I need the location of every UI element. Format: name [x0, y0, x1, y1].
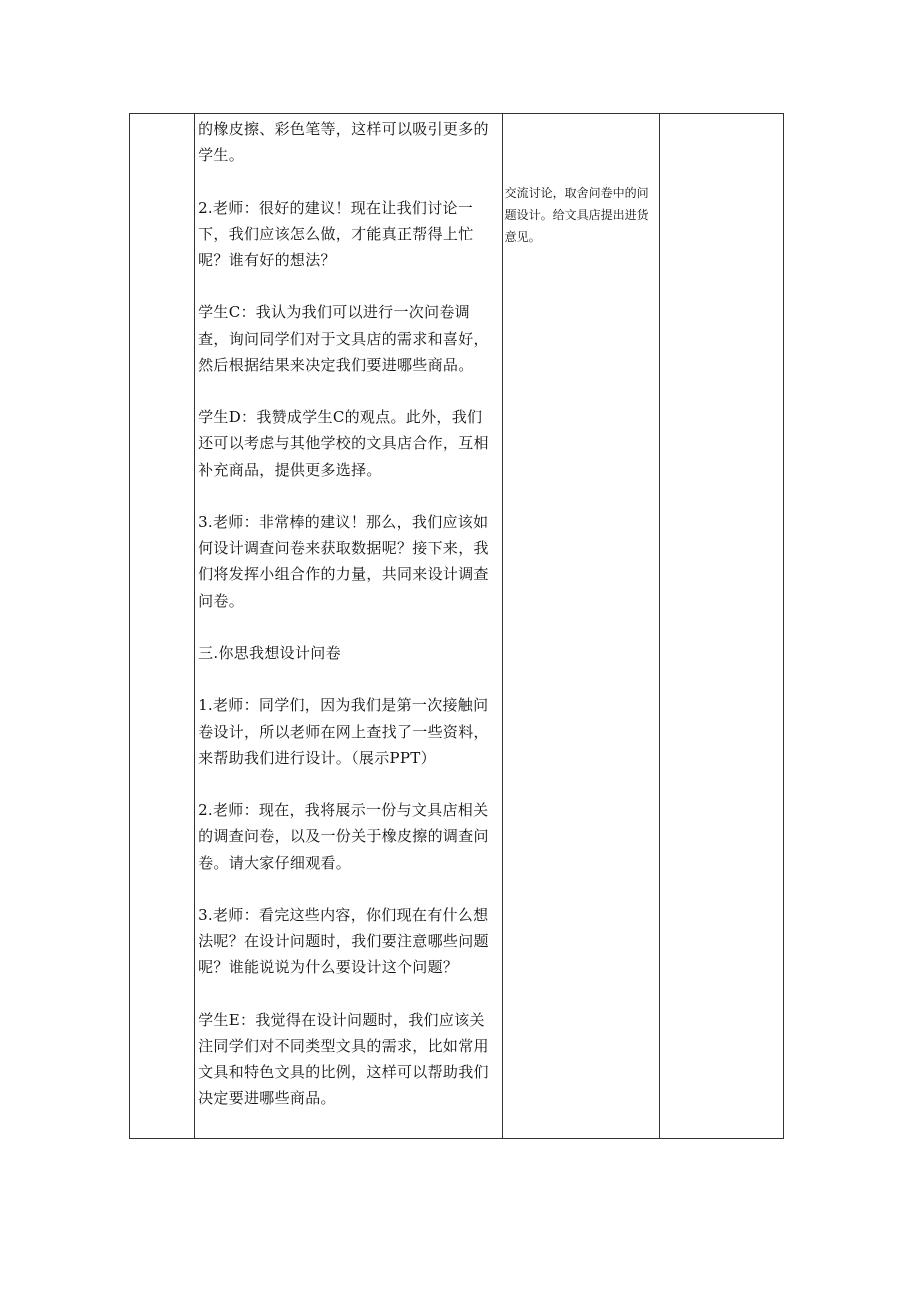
dialogue-paragraph: 的橡皮擦、彩色笔等，这样可以吸引更多的学生。: [198, 120, 489, 165]
student-activity-cell: [502, 114, 659, 1139]
section-heading: 三.你思我想设计问卷: [198, 643, 341, 662]
dialogue-paragraph: 3.老师：看完这些内容，你们现在有什么想法呢？在设计问题时，我们要注意哪些问题呢？谁能说说为什么要设计这个问题？: [198, 905, 489, 977]
stage-cell: [130, 114, 195, 1139]
dialogue-paragraph: 学生C：我认为我们可以进行一次问卷调查，询问同学们对于文具店的需求和喜好，然后根据结果来决定我们要进哪些商品。: [198, 303, 489, 374]
dialogue-paragraph: 3.老师：非常棒的建议！那么，我们应该如何设计调查问卷来获取数据呢？接下来，我们将发挥小组合作的力量，共同来设计调查问卷。: [198, 512, 489, 610]
design-intent-cell: [659, 114, 783, 1139]
teacher-student-dialogue-cell: [195, 114, 502, 1139]
dialogue-paragraph: 学生D：我赞成学生C的观点。此外，我们还可以考虑与其他学校的文具店合作，互相补充商品，提供更多选择。: [198, 408, 489, 479]
lesson-plan-table: [129, 113, 784, 1139]
dialogue-paragraph: 1.老师：同学们，因为我们是第一次接触问卷设计，所以老师在网上查找了一些资料，来帮助我们进行设计。（展示PPT）: [198, 696, 489, 767]
dialogue-paragraph: 2.老师：现在，我将展示一份与文具店相关的调查问卷，以及一份关于橡皮擦的调查问卷。请大家仔细观看。: [198, 801, 489, 872]
student-activity-text: 交流讨论，取舍问卷中的问题设计。给文具店提出进货意见。: [504, 186, 649, 244]
table-row: [130, 114, 784, 1139]
dialogue-paragraph: 学生E：我觉得在设计问题时，我们应该关注同学们对不同类型文具的需求，比如常用文具和特色文具的比例，这样可以帮助我们决定要进哪些商品。: [198, 1010, 489, 1108]
dialogue-paragraph: 2.老师：很好的建议！现在让我们讨论一下，我们应该怎么做，才能真正帮得上忙呢？谁有好的想法？: [198, 198, 474, 269]
